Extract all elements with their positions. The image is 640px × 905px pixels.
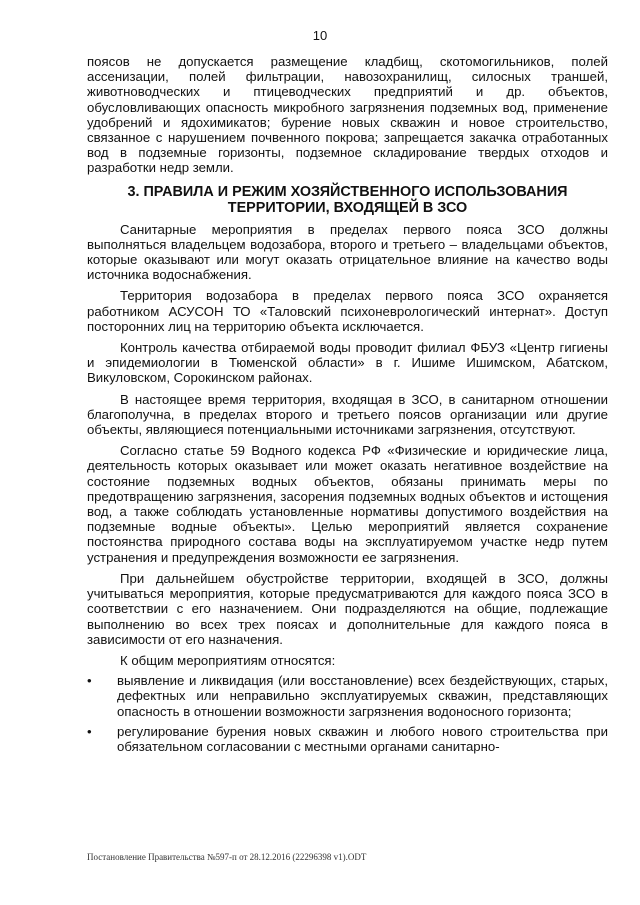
section-heading: 3. ПРАВИЛА И РЕЖИМ ХОЗЯЙСТВЕННОГО ИСПОЛЬЗОВАНИЯ ТЕРРИТОРИИ, ВХОДЯЩЕЙ В ЗСО [127,183,568,216]
list-item-text: регулирование бурения новых скважин и любого нового строительства при обязательном согласовании с местными органами санитарно- [117,723,608,754]
paragraph-3: Контроль качества отбираемой воды проводит филиал ФБУЗ «Центр гигиены и эпидемиологии в Тюменской области» в г. Ишиме Ишимском, Абатском, Викуловском, Сорокинском районах. [87,340,608,386]
bullet-icon: • [87,673,92,689]
paragraph-2: Территория водозабора в пределах первого пояса ЗСО охраняется работником АСУСОН ТО «Таловский психоневрологический интернат». Доступ посторонних лиц на территорию объекта исключается. [87,288,608,334]
paragraph-6: При дальнейшем обустройстве территории, входящей в ЗСО, должны учитываться мероприятия, которые предусматриваются для каждого пояса ЗСО в соответствии с его назначением. Они подразделяются на общие, подлежащие выполнению во всех трех поясах и дополнительные для каждого пояса в зависимости от его назначения. [87,570,608,647]
list-item [87,724,608,754]
footer-note: Постановление Правительства №597-п от 28.12.2016 (22296398 v1).ODT [87,852,367,862]
paragraph-1: Санитарные мероприятия в пределах первого пояса ЗСО должны выполняться владельцем водозабора, второго и третьего – владельцами объектов, которые оказывают или могут оказать отрицательное влияние на качество воды источника водоснабжения. [87,221,608,283]
paragraph-7: К общим мероприятиям относятся: [120,652,336,668]
document-body [87,54,608,754]
paragraph-5: Согласно статье 59 Водного кодекса РФ «Физические и юридические лица, деятельность которых оказывает или может оказать негативное воздействие на состояние подземных водных объектов, обязаны принимать меры по предотвращению загрязнения, засорения подземных водных объектов и истощения вод, а также соблюдать установленные нормативы допустимого воздействия на подземные водные объекты». Целью мероприятий является сохранение постоянства природного состава воды на эксплуатируемом участке недр путем устранения и предупреждения возможности ее загрязнения. [87,443,608,565]
bullet-icon: • [87,723,92,739]
list-item-text: выявление и ликвидация (или восстановление) всех бездействующих, старых, дефектных или неправильно эксплуатируемых скважин, представляющих опасность в отношении возможности загрязнения водоносного горизонта; [117,673,608,719]
list-item [87,673,608,719]
intro-paragraph: поясов не допускается размещение кладбищ, скотомогильников, полей ассенизации, полей фильтрации, навозохранилищ, силосных траншей, животноводческих и птицеводческих предприятий и др. объектов, обусловливающих опасность микробного загрязнения подземных вод, применение удобрений и ядохимикатов; бурение новых скважин и новое строительство, связанное с нарушением почвенного покрова; запрещается закачка отработанных вод в подземные горизонты, подземное складирование твердых отходов и разработки недр земли. [87,54,608,176]
paragraph-4: В настоящее время территория, входящая в ЗСО, в санитарном отношении благополучна, в пределах второго и третьего поясов организации или другие объекты, являющиеся потенциальными источниками загрязнения, отсутствуют. [87,391,608,438]
page-number: 10 [312,28,328,43]
